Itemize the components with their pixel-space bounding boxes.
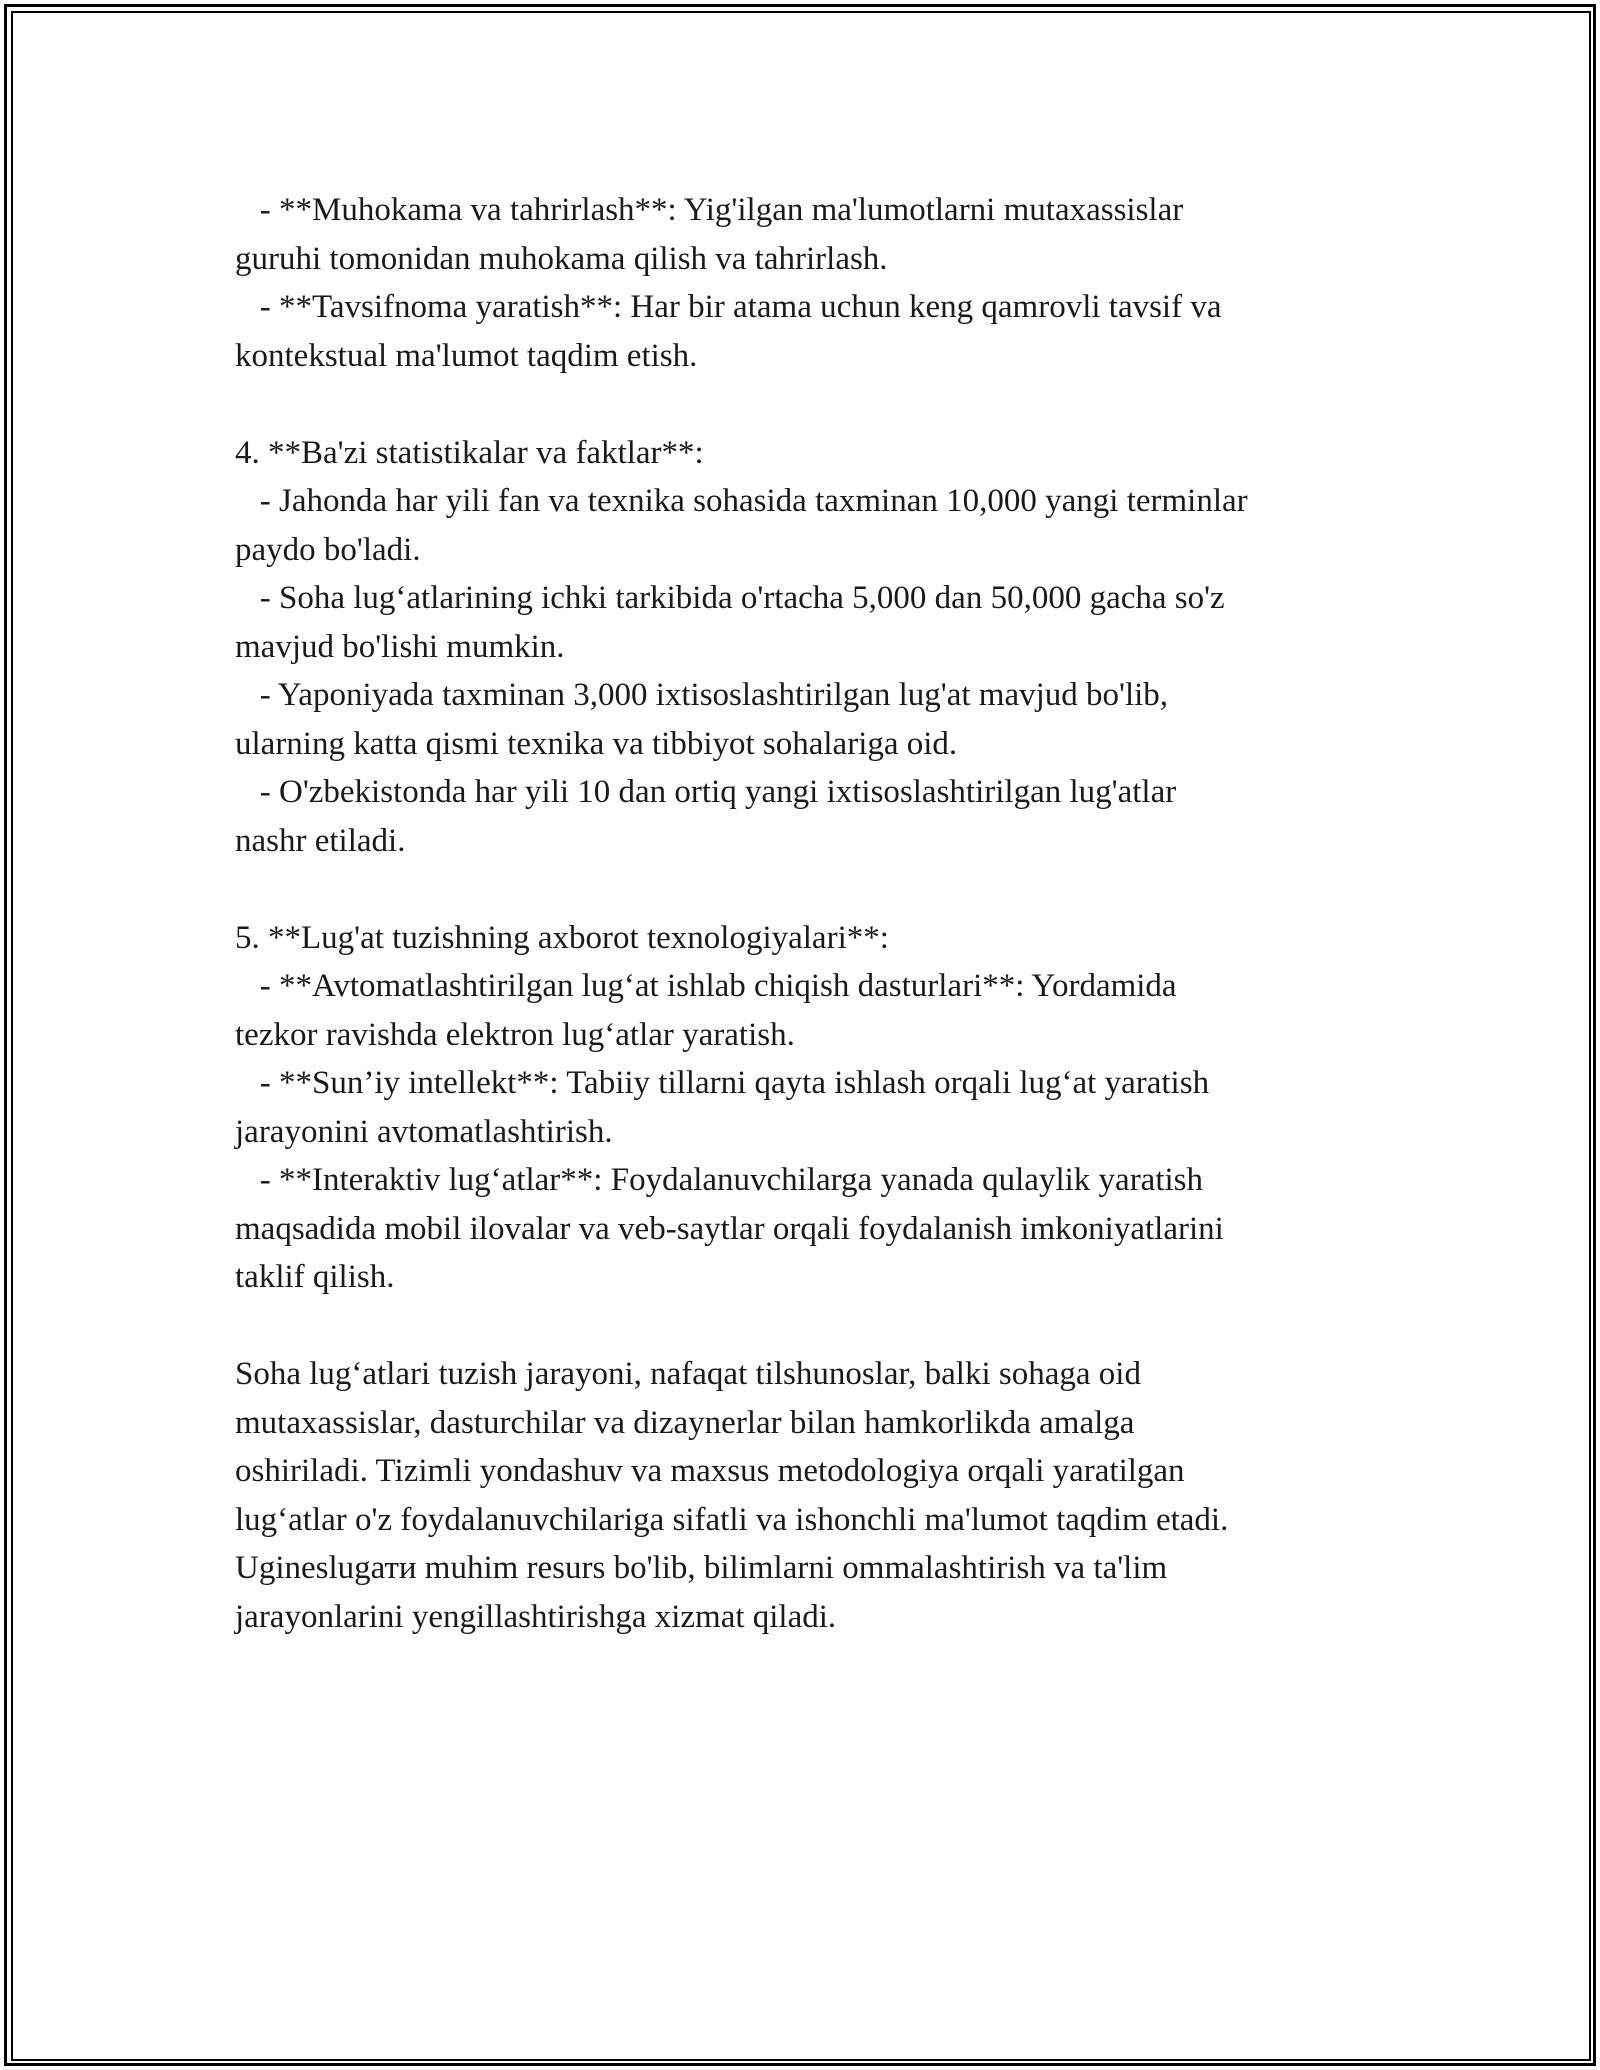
paragraph-line: mutaxassislar, dasturchilar va dizaynerlar bilan hamkorlikda amalga <box>235 1404 1135 1441</box>
text-line: - **Muhokama va tahrirlash**: Yig'ilgan ma'lumotlarni mutaxassislar <box>235 192 1184 228</box>
text-line: - **Sun’iy intellekt**: Tabiiy tillarni qayta ishlash orqali lug‘at yaratish <box>235 1065 1210 1101</box>
text-line: - Soha lug‘atlarining ichki tarkibida o'rtacha 5,000 dan 50,000 gacha so'z <box>235 580 1225 616</box>
text-line: ularning katta qismi texnika va tibbiyot sohalariga oid. <box>235 725 958 762</box>
text-line: kontekstual ma'lumot taqdim etish. <box>235 337 698 374</box>
section-heading: 5. **Lug'at tuzishning axborot texnologiyalari**: <box>235 919 889 956</box>
text-line: guruhi tomonidan muhokama qilish va tahrirlash. <box>235 240 888 277</box>
paragraph-line: lug‘atlar o'z foydalanuvchilariga sifatli va ishonchli ma'lumot taqdim etadi. <box>235 1501 1229 1538</box>
text-line: maqsadida mobil ilovalar va veb-saytlar orqali foydalanish imkoniyatlarini <box>235 1210 1224 1247</box>
text-line: - Jahonda har yili fan va texnika sohasida taxminan 10,000 yangi terminlar <box>235 483 1248 519</box>
paragraph-line: Ugineslugати muhim resurs bo'lib, bilimlarni ommalashtirish va ta'lim <box>235 1550 1168 1586</box>
text-line: - O'zbekistonda har yili 10 dan ortiq yangi ixtisoslashtirilgan lug'atlar <box>235 774 1177 810</box>
text-line: paydo bo'ladi. <box>235 531 421 568</box>
paragraph-line: jarayonlarini yengillashtirishga xizmat qiladi. <box>235 1598 837 1635</box>
blank-line <box>235 1302 1395 1351</box>
text-line: taklif qilish. <box>235 1259 395 1295</box>
text-line: mavjud bo'lishi mumkin. <box>235 628 565 665</box>
text-line: - **Avtomatlashtirilgan lug‘at ishlab chiqish dasturlari**: Yordamida <box>235 968 1177 1004</box>
text-line: jarayonini avtomatlashtirish. <box>235 1113 613 1150</box>
section-heading: 4. **Ba'zi statistikalar va faktlar**: <box>235 434 704 471</box>
text-line: nashr etiladi. <box>235 822 406 859</box>
paragraph-line: oshiriladi. Tizimli yondashuv va maxsus metodologiya orqali yaratilgan <box>235 1453 1185 1489</box>
text-line: - Yaponiyada taxminan 3,000 ixtisoslashtirilgan lug'at mavjud bo'lib, <box>235 677 1169 713</box>
text-line: tezkor ravishda elektron lug‘atlar yaratish. <box>235 1016 795 1053</box>
paragraph-line: Soha lug‘atlari tuzish jarayoni, nafaqat tilshunoslar, balki sohaga oid <box>235 1356 1141 1392</box>
blank-line <box>235 380 1395 429</box>
blank-line <box>235 865 1395 914</box>
text-line: - **Tavsifnoma yaratish**: Har bir atama uchun keng qamrovli tavsif va <box>235 289 1222 325</box>
document-body <box>235 186 1395 1641</box>
text-line: - **Interaktiv lug‘atlar**: Foydalanuvchilarga yanada qulaylik yaratish <box>235 1162 1204 1198</box>
